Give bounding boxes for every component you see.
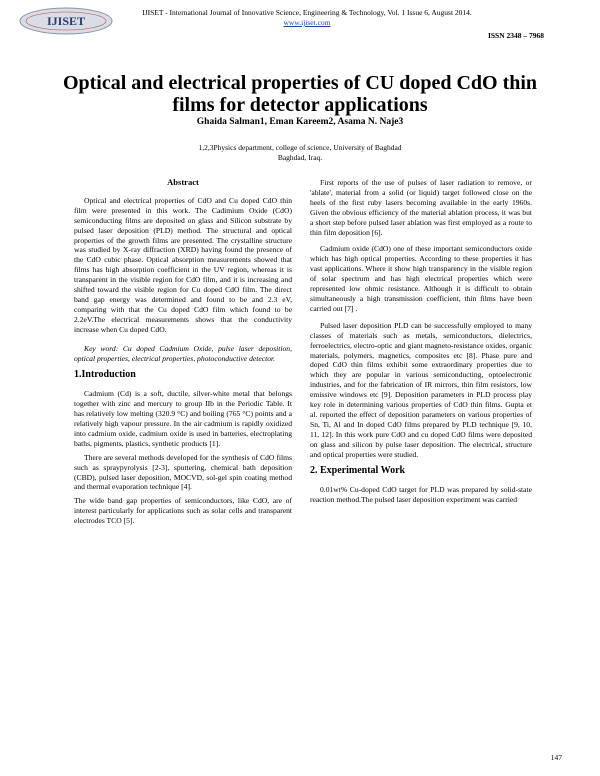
right-column bbox=[310, 178, 532, 512]
left-column bbox=[74, 178, 292, 530]
affiliation-line-1: 1,2,3Physics department, college of science, University of Baghdad bbox=[198, 143, 402, 152]
intro-title: 1.Introduction bbox=[74, 369, 136, 381]
abstract-section bbox=[74, 178, 292, 335]
intro-paragraph-2: There are several methods developed for the synthesis of CdO films such as spraypyrolysis [2-3], sputtering, chemical bath deposition (CBD), pulsed laser deposition, MOCVD, sol-gel spin coating method and thermal evaporation technique [4]. bbox=[74, 452, 292, 492]
issn: ISSN 2348 – 7968 bbox=[487, 31, 544, 40]
abstract-title: Abstract bbox=[167, 177, 199, 187]
right-paragraph-1: First reports of the use of pulses of laser radiation to remove, or 'ablate', material from a solid (or liquid) target followed close on the heels of the first ruby lasers becoming available in the early 1960s. Given the obvious efficiency of the material ablation process, it was but a short step before pulsed laser ablation was first employed as a route to thin film deposition [6]. bbox=[310, 178, 532, 237]
logo-text: IJISET bbox=[46, 14, 86, 28]
paper-title: Optical and electrical properties of CU doped CdO thin films for detector applications bbox=[62, 72, 538, 116]
authors: Ghaida Salman1, Eman Kareem2, Asama N. Naje3 bbox=[196, 117, 404, 127]
journal-logo bbox=[18, 6, 114, 36]
right-paragraph-3: Pulsed laser deposition PLD can be successfully employed to many classes of materials such as metals, semiconductors, dielectrics, ferroelectrics, electro-optic and giant magneto-resistance oxides, organic materials, polymers, magnetics, composites etc [8]. Phase pure and doped CdO thin films exhibit some extraordinary properties due to which they are popular in various semiconducting, optoelectronic industries, and for the fabrication of IR mirrors, thin film resistors, low emissive windows etc [9]. Deposition parameters in PLD process play key role in determining various properties of CdO thin films. Gupta et al. reported the effect of deposition parameters on various properties of Sn, Ti, Al and In doped CdO films prepared by PLD technique [9, 10, 11, 12]. In this work pure CdO and cu doped CdO films were deposited on glass and silicon by pulse laser deposition. The electrical, structure and optical properties were studied. bbox=[310, 320, 532, 459]
right-paragraph-2: Cadmium oxide (CdO) one of these important semiconductors oxide which has high optical properties. According to these properties it has vast applications. Where it show high transparency in the visible region of solar spectrum and has high electrical properties which were represented low ohmic resistance. Although it is difficult to obtain simultaneously a high transmission coefficient, thin films have been carried out [7] . bbox=[310, 244, 532, 313]
affiliation-line-2: Baghdad, Iraq. bbox=[277, 153, 323, 162]
journal-line: IJISET - International Journal of Innovative Science, Engineering & Technology, Vol. 1 Issue 6, August 2014. bbox=[142, 8, 472, 17]
experimental-paragraph-1: 0.01wt% Cu-doped CdO target for PLD was prepared by solid-state reaction method.The pulsed laser deposition experiment was carried bbox=[310, 485, 532, 505]
experimental-title: 2. Experimental Work bbox=[310, 465, 406, 477]
journal-url-link[interactable]: www.ijiset.com bbox=[283, 18, 331, 27]
journal-header bbox=[118, 8, 496, 28]
affiliation bbox=[0, 143, 600, 163]
intro-paragraph-1: Cadmium (Cd) is a soft, ductile, silver-white metal that belongs together with zinc and mercury to group IIb in the Periodic Table. It has relatively low melting (320.9 °C) and boiling (765 °C) points and a relatively high vapour pressure. In the air cadmium is rapidly oxidized into cadmium oxide, cadmium oxide is used in batteries, electroplating baths, pigments, plastics, synthetic products [1]. bbox=[74, 389, 292, 448]
abstract-text: Optical and electrical properties of CdO and Cu doped CdO thin film were presented in this work. The Cadimium Oxide (CdO) semiconducting films are deposited on glass and Silicon substrate by pulsed laser deposition (PLD) method. The structural and optical properties of the growth films are presented. The crystalline structure was studied by X-ray diffraction (XRD) having found the presence of the CdO cubic phase. Optical absorption measurements showed that films has high absorption coefficient in the UV region, whereas it is transparent in the visible region for CdO film, and it is increasing and shifted toward the visible region for Cu doped CdO film. The direct band gap energy was determined and found to be and 2.3 eV, comparing with that the Cu doped CdO film which found to be 2.2eV.The electrical measurements shows that the conductivity increase when Cu doped CdO. bbox=[74, 195, 292, 334]
intro-body bbox=[74, 389, 292, 526]
page-number: 147 bbox=[550, 753, 562, 762]
keywords: Key word: Cu doped Cadmium Oxide, pulse laser deposition, optical properties, electrical properties, photoconductive detector. bbox=[74, 343, 292, 363]
intro-paragraph-3: The wide band gap properties of semiconductors, like CdO, are of interest particularly for applications such as solar cells and transparent electrodes TCO [5]. bbox=[74, 496, 292, 526]
